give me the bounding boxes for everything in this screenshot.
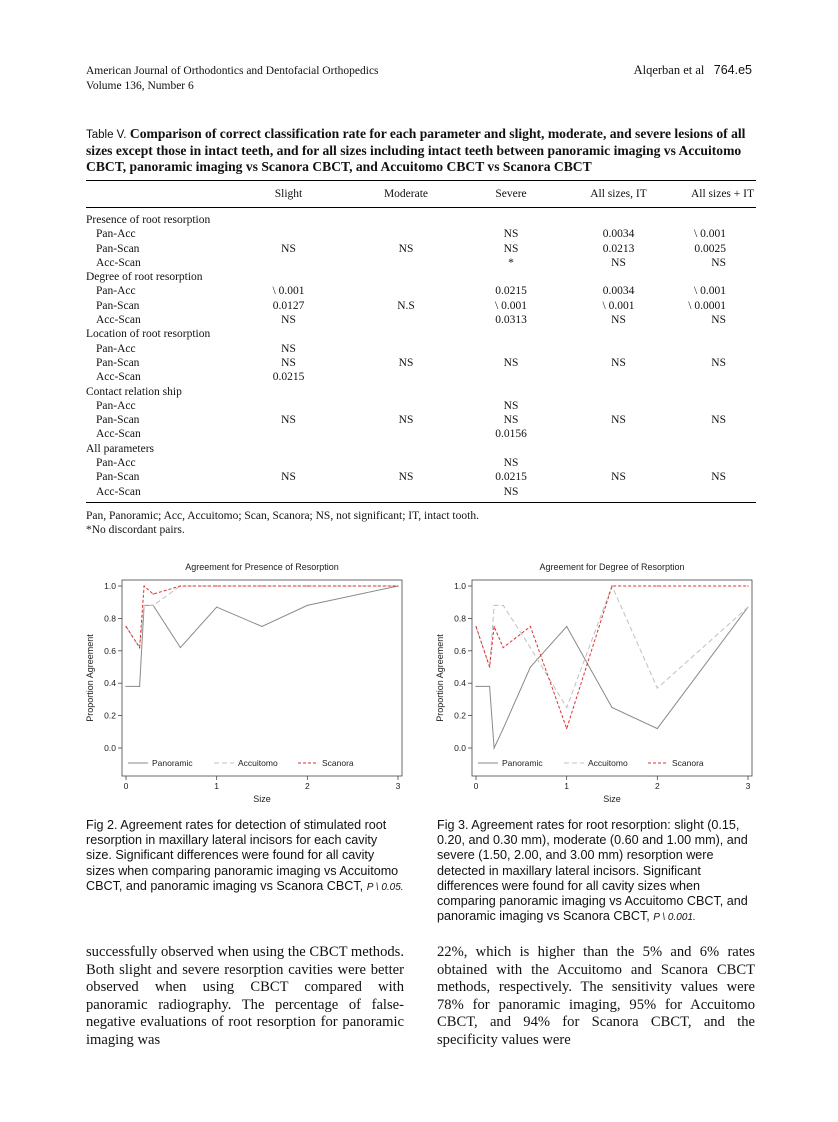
table-cell (461, 342, 561, 356)
table-cell (561, 370, 676, 384)
table-cell (676, 270, 756, 284)
legend-label-scanora: Scanora (672, 758, 704, 768)
body-paragraph: 22%, which is higher than the 5% and 6% rates obtained with the Accuitomo and Scanora CBCT methods, respectively. The sensitivity values were 78% for panoramic imaging, 95% for Accuitomo CBCT, and 94% for Scanora CBCT, and the specificity values were (437, 944, 755, 1048)
table-cell (226, 270, 351, 284)
table-row (86, 413, 756, 427)
x-tick-label: 0 (473, 781, 479, 791)
table-cell (461, 385, 561, 399)
row-label: Pan-Acc (96, 228, 136, 241)
data-point-scanora (144, 585, 145, 586)
table-caption (86, 126, 756, 175)
table-cell (461, 370, 561, 384)
data-point-scanora (307, 585, 308, 586)
table-footnote: Pan, Panoramic; Acc, Accuitomo; Scan, Scanora; NS, not significant; IT, intact tooth. (86, 510, 479, 522)
table-header-cell: Severe (461, 181, 561, 208)
table-cell: 0.0025 (694, 242, 726, 255)
table-cell: 0.0215 (272, 371, 305, 384)
data-point-panoramic (475, 686, 476, 687)
table-cell (676, 327, 756, 341)
row-label: Acc-Scan (96, 485, 141, 498)
running-header-right (634, 63, 752, 78)
x-axis-label: Size (603, 794, 621, 804)
table-cell (676, 208, 756, 228)
table-row (86, 284, 756, 298)
chart-title: Agreement for Degree of Resorption (539, 562, 685, 572)
y-axis-label: Proportion Agreement (435, 634, 445, 722)
table-row (86, 470, 756, 484)
authors: Alqerban et al (633, 63, 705, 77)
table-cell: \ 0.001 (694, 228, 726, 241)
table-row (86, 342, 756, 356)
journal-volume: Volume 136, Number 6 (86, 80, 194, 92)
table-row (86, 427, 756, 441)
data-point-panoramic (611, 707, 612, 708)
y-tick-label: 0.2 (454, 710, 466, 721)
table-cell (351, 327, 461, 341)
table-cell: \ 0.001 (602, 299, 635, 312)
table-row (86, 370, 756, 384)
row-label: Pan-Acc (96, 285, 136, 298)
data-point-scanora (153, 594, 154, 595)
data-point-scanora (489, 666, 490, 667)
data-point-panoramic (494, 747, 495, 748)
x-tick-label: 3 (395, 781, 401, 791)
table-cell (351, 270, 461, 284)
table-row (86, 485, 756, 503)
table-caption-text: Comparison of correct classification rate for each parameter and slight, moderate, and severe lesions of all sizes except those in intact teeth, and for all sizes including intact teeth between panoramic imaging vs Accuitomo CBCT, panoramic imaging vs Scanora CBCT, and Accuitomo CBCT vs Scanora CBCT (86, 126, 746, 174)
table-footnote: *No discordant pairs. (86, 524, 185, 536)
data-point-accuitomo (747, 606, 748, 607)
table-cell (561, 442, 676, 456)
table-cell (226, 442, 351, 456)
table-cell: N.S (397, 299, 415, 312)
row-label: Pan-Scan (96, 414, 140, 427)
data-point-scanora (566, 728, 567, 729)
table-cell: 0.0034 (602, 285, 635, 298)
row-label: Acc-Scan (96, 314, 141, 327)
table-cell: NS (281, 356, 296, 369)
table-cell: 0.0034 (602, 228, 635, 241)
body-text-left (86, 944, 404, 1050)
series-line-scanora (126, 586, 398, 648)
table-cell (676, 370, 756, 384)
table-cell (561, 270, 676, 284)
data-point-scanora (611, 585, 612, 586)
y-tick-label: 0.4 (104, 678, 116, 689)
table-cell: 0.0215 (495, 471, 527, 484)
table-cell (561, 385, 676, 399)
fig3-caption (437, 818, 755, 925)
table-cell: \ 0.001 (495, 299, 527, 312)
data-point-panoramic (180, 647, 181, 648)
row-label: Location of root resorption (86, 328, 211, 341)
body-text-right (437, 944, 755, 1050)
table-cell (351, 313, 461, 327)
table-cell: NS (503, 242, 519, 255)
table-row (86, 356, 756, 370)
table-cell: NS (398, 471, 414, 484)
table-header-cell: All sizes, IT (561, 181, 676, 208)
table-cell: NS (503, 399, 519, 412)
table-cell: 0.0127 (272, 299, 305, 312)
legend-label-panoramic: Panoramic (152, 758, 193, 768)
data-point-scanora (530, 626, 531, 627)
table-row (86, 456, 756, 470)
table-cell (351, 399, 461, 413)
table-header-row (86, 181, 756, 208)
table-cell: 0.0213 (602, 242, 635, 255)
x-tick-label: 1 (564, 781, 570, 791)
fig2-caption-text: Fig 2. Agreement rates for detection of stimulated root resorption in maxillary lateral incisors for each cavity size. Significant differences were found for all cavity sizes when comparing panoramic imaging vs Accuitomo CBCT, and panoramic imaging vs Scanora CBCT, (86, 818, 399, 893)
table-cell (351, 485, 461, 503)
row-label: Pan-Acc (96, 399, 136, 412)
data-point-accuitomo (153, 605, 154, 606)
table-cell (561, 327, 676, 341)
fig2-caption-p: P \ 0.05. (366, 881, 404, 893)
table-cell (226, 327, 351, 341)
row-label: Pan-Scan (96, 242, 140, 255)
table-header-cell (86, 181, 226, 208)
data-point-panoramic (503, 728, 504, 729)
table-cell: NS (398, 242, 414, 255)
data-point-panoramic (139, 686, 140, 687)
plot-frame (472, 580, 752, 776)
table-group-row (86, 442, 756, 456)
table-cell (351, 370, 461, 384)
data-point-scanora (397, 585, 398, 586)
table-group-row (86, 385, 756, 399)
results-table (86, 180, 756, 503)
table-cell: NS (503, 457, 519, 470)
data-point-panoramic (489, 686, 490, 687)
table-cell: NS (281, 471, 296, 484)
series-line-accuitomo (476, 586, 748, 708)
table-cell: NS (398, 414, 414, 427)
table-header-cell: All sizes + IT (676, 181, 756, 208)
row-label: All parameters (86, 442, 155, 455)
table-cell: NS (281, 414, 296, 427)
table-cell: \ 0.0001 (688, 299, 726, 312)
series-line-accuitomo (126, 586, 398, 648)
table-cell (351, 208, 461, 228)
fig2-chart (84, 558, 414, 808)
table-cell: NS (503, 414, 519, 427)
y-tick-label: 0.4 (454, 678, 466, 689)
data-point-panoramic (566, 626, 567, 627)
data-point-panoramic (261, 626, 262, 627)
y-tick-label: 0.6 (104, 645, 116, 656)
table-cell: NS (281, 342, 296, 355)
row-label: Pan-Scan (96, 471, 140, 484)
y-tick-label: 0.2 (104, 710, 116, 721)
table-cell (676, 442, 756, 456)
table-cell (561, 485, 676, 503)
table-cell (561, 342, 676, 356)
table-cell: 0.0313 (495, 314, 527, 327)
table-cell (351, 342, 461, 356)
data-point-scanora (475, 626, 476, 627)
table-header-cell: Moderate (351, 181, 461, 208)
table-footnotes (86, 509, 479, 537)
fig3-chart (434, 558, 764, 808)
data-point-scanora (494, 626, 495, 627)
table-cell: NS (503, 485, 519, 498)
page-number: 764.e5 (713, 63, 752, 77)
table-cell: NS (611, 414, 626, 427)
table-cell (676, 456, 756, 470)
table-header-cell: Slight (226, 181, 351, 208)
series-line-panoramic (126, 586, 398, 686)
table-cell (226, 385, 351, 399)
journal-name: American Journal of Orthodontics and Dentofacial Orthopedics (86, 65, 379, 77)
table-row (86, 227, 756, 241)
legend-label-accuitomo: Accuitomo (588, 758, 628, 768)
table-cell (351, 227, 461, 241)
table-cell: \ 0.001 (694, 285, 726, 298)
y-tick-label: 0.0 (104, 743, 116, 753)
table-cell: NS (611, 356, 626, 369)
row-label: Pan-Scan (96, 299, 140, 312)
row-label: Acc-Scan (96, 371, 141, 384)
fig3-caption-p: P \ 0.001. (653, 912, 696, 924)
table-cell: 0.0215 (495, 285, 527, 298)
table-cell (461, 442, 561, 456)
table-cell (461, 327, 561, 341)
table-cell (676, 385, 756, 399)
table-row (86, 242, 756, 256)
data-point-scanora (125, 626, 126, 627)
table-cell (226, 456, 351, 470)
table-cell (676, 427, 756, 441)
table-cell: NS (711, 256, 726, 269)
data-point-accuitomo (566, 707, 567, 708)
table-row (86, 299, 756, 313)
series-line-panoramic (476, 607, 748, 748)
x-axis-label: Size (253, 794, 271, 804)
table-cell (676, 399, 756, 413)
y-tick-label: 0.8 (454, 613, 466, 624)
y-tick-label: 0.0 (454, 743, 466, 753)
table-cell: NS (711, 471, 726, 484)
data-point-scanora (657, 585, 658, 586)
data-point-panoramic (530, 666, 531, 667)
data-point-scanora (747, 585, 748, 586)
table-cell (226, 399, 351, 413)
table-cell (226, 256, 351, 270)
table-cell (676, 342, 756, 356)
table-cell (461, 270, 561, 284)
data-point-scanora (216, 585, 217, 586)
table-cell (676, 485, 756, 503)
data-point-panoramic (216, 606, 217, 607)
table-cell: NS (711, 414, 726, 427)
table-cell (561, 427, 676, 441)
x-tick-label: 2 (654, 781, 660, 791)
row-label: Acc-Scan (96, 256, 141, 269)
table-cell: NS (711, 314, 726, 327)
data-point-panoramic (307, 605, 308, 606)
table-cell (351, 385, 461, 399)
table-cell (461, 208, 561, 228)
row-label: Pan-Scan (96, 356, 140, 369)
y-axis-label: Proportion Agreement (85, 634, 95, 722)
body-paragraph: successfully observed when using the CBCT methods. Both slight and severe resorption cavities were better observed when using CBCT compared with panoramic radiography. The percentage of false-negative evaluations of root resorption for panoramic imaging was (86, 944, 404, 1048)
table-cell: NS (611, 471, 626, 484)
table-cell (226, 227, 351, 241)
table-group-row (86, 327, 756, 341)
row-label: Pan-Acc (96, 457, 136, 470)
table-cell: \ 0.001 (272, 285, 305, 298)
table-cell (351, 256, 461, 270)
table-cell (351, 456, 461, 470)
data-point-scanora (139, 647, 140, 648)
data-point-accuitomo (657, 687, 658, 688)
data-point-accuitomo (503, 605, 504, 606)
row-label: Presence of root resorption (86, 214, 211, 226)
fig2-caption (86, 818, 404, 895)
table-cell: NS (281, 242, 296, 255)
table-cell (561, 456, 676, 470)
data-point-scanora (503, 647, 504, 648)
table-group-row (86, 270, 756, 284)
x-tick-label: 0 (123, 781, 129, 791)
table-cell (561, 399, 676, 413)
data-point-panoramic (125, 686, 126, 687)
legend-label-panoramic: Panoramic (502, 758, 543, 768)
fig3-caption-text: Fig 3. Agreement rates for root resorption: slight (0.15, 0.20, and 0.30 mm), moderate (0.60 and 1.00 mm), and severe (1.50, 2.00, and 3.00 mm) resorption were detected in maxillary lateral incisors. Significant differences were found for all cavity sizes when comparing panoramic imaging vs Accuitomo CBCT, and panoramic imaging vs Scanora CBCT, (437, 818, 748, 924)
legend-label-scanora: Scanora (322, 758, 354, 768)
legend-label-accuitomo: Accuitomo (238, 758, 278, 768)
y-tick-label: 1.0 (104, 581, 116, 591)
table-group-row (86, 208, 756, 228)
x-tick-label: 1 (214, 781, 220, 791)
data-point-scanora (180, 585, 181, 586)
table-cell (351, 284, 461, 298)
table-row (86, 256, 756, 270)
table-row (86, 399, 756, 413)
row-label: Pan-Acc (96, 342, 136, 355)
data-point-accuitomo (494, 605, 495, 606)
table-cell (226, 427, 351, 441)
table-label: Table V. (86, 129, 127, 141)
data-point-panoramic (657, 728, 658, 729)
table-row (86, 313, 756, 327)
table-cell (226, 485, 351, 503)
table-cell: NS (611, 314, 626, 327)
table-cell (226, 208, 351, 228)
data-point-accuitomo (144, 605, 145, 606)
data-point-accuitomo (530, 647, 531, 648)
table-cell: 0.0156 (495, 428, 527, 441)
row-label: Degree of root resorption (86, 271, 203, 284)
table-cell: NS (611, 256, 626, 269)
y-tick-label: 0.6 (454, 645, 466, 656)
y-tick-label: 1.0 (454, 581, 466, 591)
row-label: Contact relation ship (86, 385, 182, 398)
data-point-scanora (261, 585, 262, 586)
y-tick-label: 0.8 (104, 613, 116, 624)
running-header-left (86, 64, 379, 94)
table-cell (351, 427, 461, 441)
plot-frame (122, 580, 402, 776)
table-cell: * (508, 256, 514, 269)
x-tick-label: 2 (304, 781, 310, 791)
chart-title: Agreement for Presence of Resorption (185, 562, 339, 572)
table-cell: NS (503, 228, 519, 241)
table-cell: NS (398, 356, 414, 369)
row-label: Acc-Scan (96, 428, 141, 441)
table-cell (561, 208, 676, 228)
table-cell: NS (281, 314, 296, 327)
table-cell: NS (503, 356, 519, 369)
table-cell (351, 442, 461, 456)
table-cell: NS (711, 356, 726, 369)
x-tick-label: 3 (745, 781, 751, 791)
